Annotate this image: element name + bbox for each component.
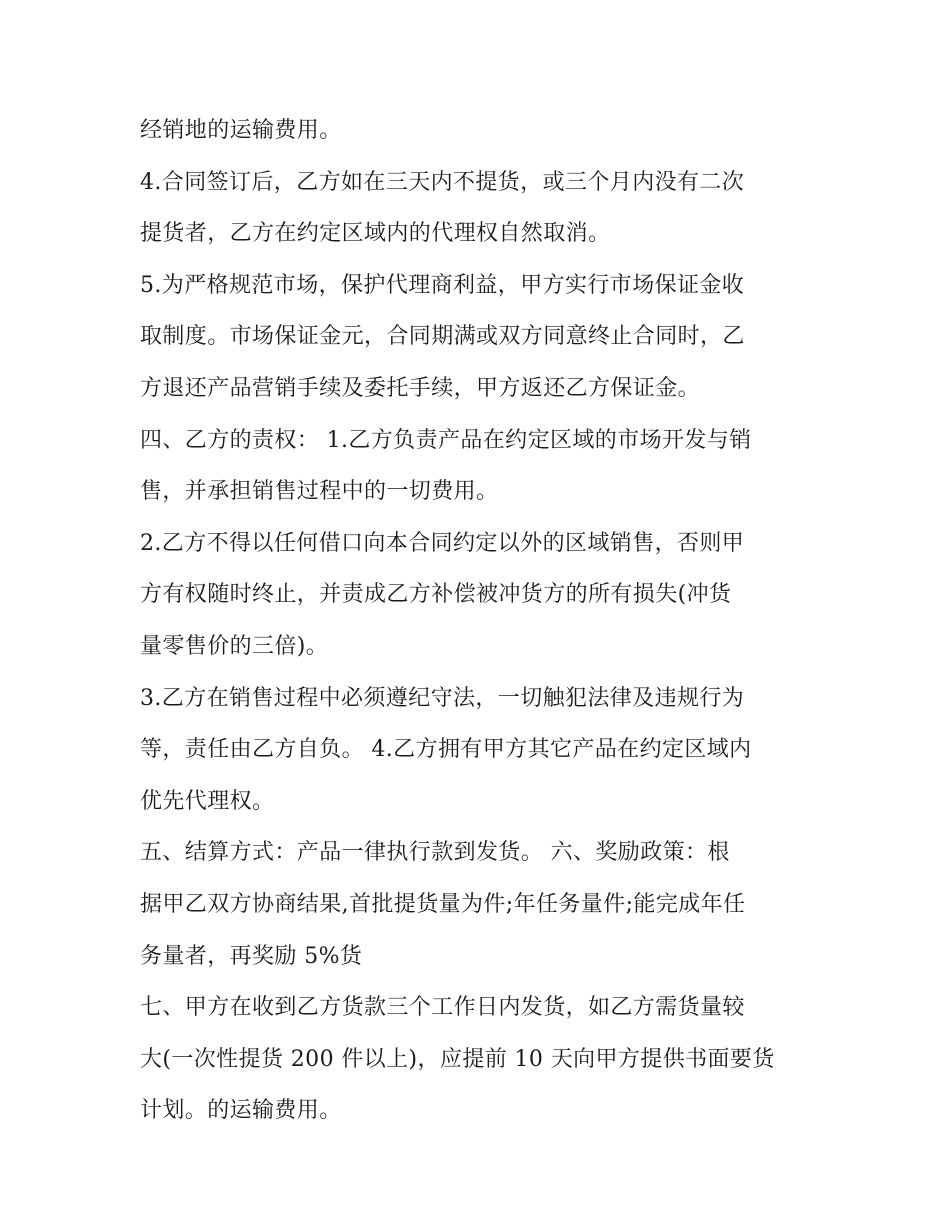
text-line: 七、甲方在收到乙方货款三个工作日内发货，如乙方需货量较 [140,995,745,1021]
text-line: 5.为严格规范市场，保护代理商利益，甲方实行市场保证金收 [140,272,745,298]
text-line: 方有权随时终止，并责成乙方补偿被冲货方的所有损失(冲货 [140,582,732,608]
text-line: 提货者，乙方在约定区域内的代理权自然取消。 [140,221,611,247]
text-line: 经销地的运输费用。 [140,118,342,143]
text-line: 务量者，再奖励 5%货 [140,943,363,969]
text-line: 优先代理权。 [140,788,275,814]
text-line: 大(一次性提货 200 件以上)，应提前 10 天向甲方提供书面要货 [140,1046,775,1072]
text-line: 3.乙方在销售过程中必须遵纪守法，一切触犯法律及违规行为 [140,685,745,711]
text-line: 等，责任由乙方自负。 4.乙方拥有甲方其它产品在约定区域内 [140,737,752,763]
text-line: 2.乙方不得以任何借口向本合同约定以外的区域销售，否则甲 [140,530,745,556]
text-line: 五、结算方式：产品一律执行款到发货。 六、奖励政策：根 [140,840,730,866]
text-line: 计划。的运输费用。 [140,1098,342,1124]
text-line: 取制度。市场保证金元，合同期满或双方同意终止合同时，乙 [140,324,745,350]
text-line: 四、乙方的责权： 1.乙方负责产品在约定区域的市场开发与销 [140,427,752,453]
text-line: 量零售价的三倍)。 [140,633,329,659]
text-line: 据甲乙双方协商结果,首批提货量为件;年任务量件;能完成年任 [140,891,746,917]
text-line: 售，并承担销售过程中的一切费用。 [140,479,499,505]
document-body [140,105,820,1137]
text-line: 方退还产品营销手续及委托手续，甲方返还乙方保证金。 [140,375,701,401]
text-line: 4.合同签订后，乙方如在三天内不提货，或三个月内没有二次 [140,169,745,195]
